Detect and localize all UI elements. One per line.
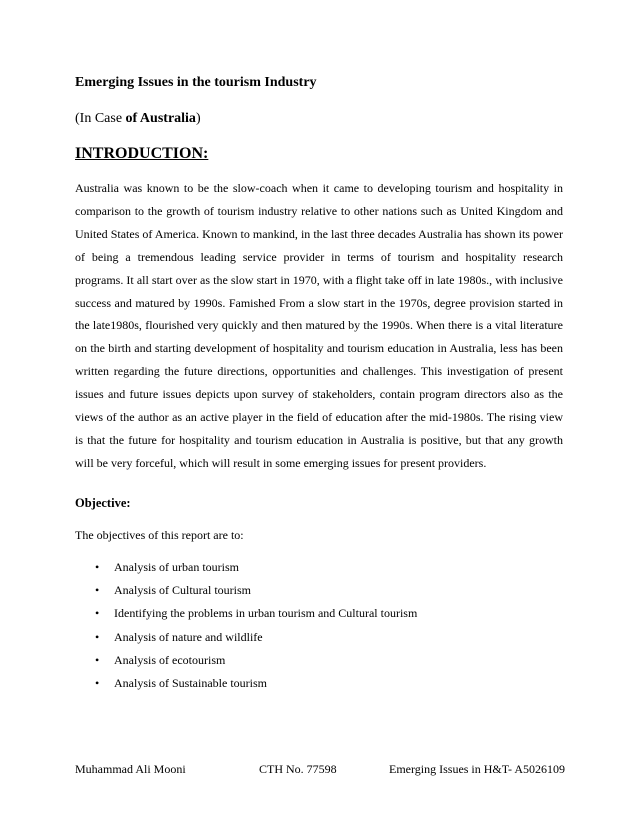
list-item xyxy=(75,649,555,672)
subtitle-suffix: ) xyxy=(195,111,201,126)
bullet-icon: • xyxy=(95,583,100,598)
list-item xyxy=(75,672,555,695)
objective-text: Analysis of urban tourism xyxy=(114,560,239,574)
subtitle-prefix: (In Case xyxy=(75,111,126,126)
document-title: Emerging Issues in the tourism Industry xyxy=(75,75,317,90)
footer-reference: Emerging Issues in H&T- A5026109 xyxy=(389,762,565,776)
bullet-icon: • xyxy=(95,629,100,644)
objective-text: Analysis of ecotourism xyxy=(114,652,226,667)
bullet-icon: • xyxy=(95,652,100,667)
list-item xyxy=(75,579,555,602)
objective-text: Identifying the problems in urban tourism and Cultural tourism xyxy=(114,606,418,621)
document-subtitle xyxy=(75,111,201,127)
bullet-icon: • xyxy=(95,675,100,690)
objectives-list xyxy=(75,556,555,695)
objective-text: Analysis of nature and wildlife xyxy=(114,629,263,644)
list-item xyxy=(75,602,555,625)
page-footer xyxy=(75,762,565,778)
introduction-paragraph: Australia was known to be the slow-coach when it came to developing tourism and hospitality in comparison to the growth of tourism industry relative to other nations such as United Kingdom and United States of America. Known to mankind, in the last three decades Australia has shown its power of being a tremendous leading service provider in terms of tourism and hospitality research programs. It all start over as the slow start in 1970, with a flight take off in late 1980s., with inclusive success and matured by 1990s. Famished From a slow start in the 1970s, degree provision started in the late1980s, flourished very quickly and then matured by the 1990s. When there is a vital literature on the birth and starting development of hospitality and tourism education in Australia, less has been written regarding the future directions, opportunities and challenges. This investigation of present issues and future issues depicts upon survey of stakeholders, contain program directors also as the views of the author as an active player in the field of education after the mid-1980s. The rising view is that the future for hospitality and tourism education in Australia is positive, but that any growth will be very forceful, which will result in some emerging issues for present providers. xyxy=(75,181,563,470)
objective-heading: Objective: xyxy=(75,496,131,510)
introduction-heading: INTRODUCTION: xyxy=(75,145,209,162)
bullet-icon: • xyxy=(95,606,100,621)
footer-author: Muhammad Ali Mooni xyxy=(75,762,186,776)
objectives-intro: The objectives of this report are to: xyxy=(75,528,244,542)
list-item xyxy=(75,626,555,649)
list-item xyxy=(75,556,555,579)
footer-cth-number: CTH No. 77598 xyxy=(259,762,337,776)
subtitle-bold: of Australia xyxy=(125,111,196,126)
bullet-icon: • xyxy=(95,560,100,574)
objective-text: Analysis of Sustainable tourism xyxy=(114,675,267,690)
objective-text: Analysis of Cultural tourism xyxy=(114,583,251,598)
